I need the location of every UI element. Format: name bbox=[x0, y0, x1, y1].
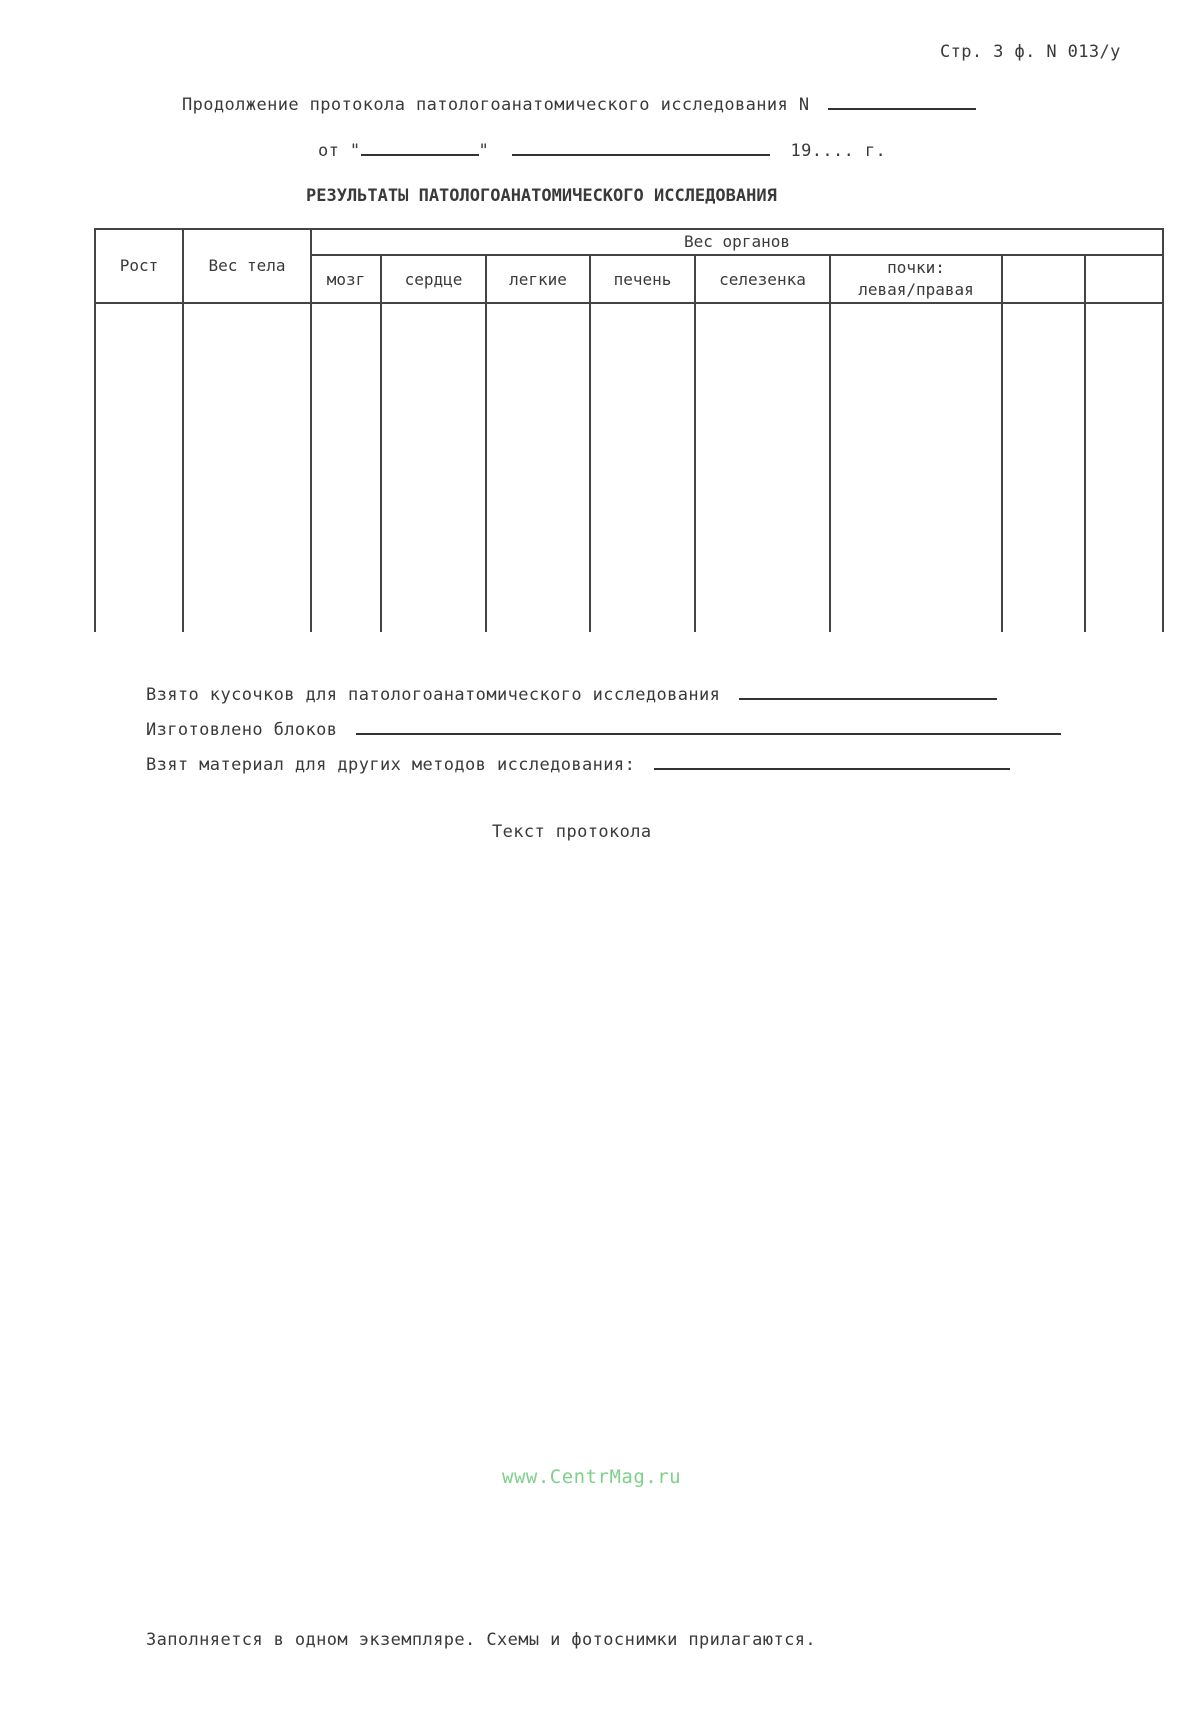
material-blank[interactable] bbox=[654, 752, 1010, 770]
protocol-number-blank[interactable] bbox=[828, 92, 976, 110]
header-kidneys-sides: левая/правая bbox=[858, 280, 974, 299]
header-heart: сердце bbox=[404, 270, 463, 289]
material-label: Взят материал для других методов исследования: bbox=[146, 755, 636, 775]
month-blank[interactable] bbox=[512, 138, 770, 156]
page-reference: Стр. 3 ф. N 013/у bbox=[940, 42, 1121, 62]
pieces-label: Взято кусочков для патологоанатомического исследования bbox=[146, 685, 721, 705]
day-blank[interactable] bbox=[361, 138, 479, 156]
table-vline bbox=[485, 254, 487, 632]
table-subheader-line bbox=[310, 254, 1164, 256]
footer-note: Заполняется в одном экземпляре. Схемы и фотоснимки прилагаются. bbox=[146, 1630, 816, 1650]
date-line bbox=[318, 138, 886, 161]
date-quote-close: " bbox=[478, 141, 490, 161]
table-top-line bbox=[94, 228, 1164, 230]
header-spleen: селезенка bbox=[719, 270, 806, 289]
table-vline bbox=[182, 228, 184, 632]
header-kidneys: почки: bbox=[887, 258, 945, 277]
protocol-text-label: Текст протокола bbox=[492, 822, 652, 842]
continuation-line bbox=[182, 92, 976, 115]
table-vline bbox=[380, 254, 382, 632]
section-title: РЕЗУЛЬТАТЫ ПАТОЛОГОАНАТОМИЧЕСКОГО ИССЛЕДОВАНИЯ bbox=[306, 186, 777, 206]
table-vline bbox=[829, 254, 831, 632]
table-vline bbox=[1001, 254, 1003, 632]
pieces-field bbox=[146, 682, 997, 705]
blocks-label: Изготовлено блоков bbox=[146, 720, 338, 740]
header-organ-weights: Вес органов bbox=[684, 232, 790, 251]
continuation-text: Продолжение протокола патологоанатомического исследования N bbox=[182, 95, 810, 115]
material-field bbox=[146, 752, 1010, 775]
table-vline bbox=[1084, 254, 1086, 632]
table-vline bbox=[1162, 228, 1164, 632]
pieces-blank[interactable] bbox=[739, 682, 997, 700]
table-vline bbox=[694, 254, 696, 632]
date-prefix: от " bbox=[318, 141, 361, 161]
year-text: 19.... г. bbox=[790, 141, 887, 161]
header-body-weight: Вес тела bbox=[208, 256, 286, 275]
table-header-bottom-line bbox=[94, 302, 1164, 304]
table-vline bbox=[94, 228, 96, 632]
header-liver: печень bbox=[613, 270, 672, 289]
blocks-blank[interactable] bbox=[356, 717, 1061, 735]
header-brain: мозг bbox=[326, 270, 366, 289]
header-lungs: легкие bbox=[509, 270, 567, 289]
table-vline bbox=[589, 254, 591, 632]
header-height: Рост bbox=[119, 256, 159, 275]
watermark: www.CentrMag.ru bbox=[502, 1466, 682, 1488]
blocks-field bbox=[146, 717, 1061, 740]
